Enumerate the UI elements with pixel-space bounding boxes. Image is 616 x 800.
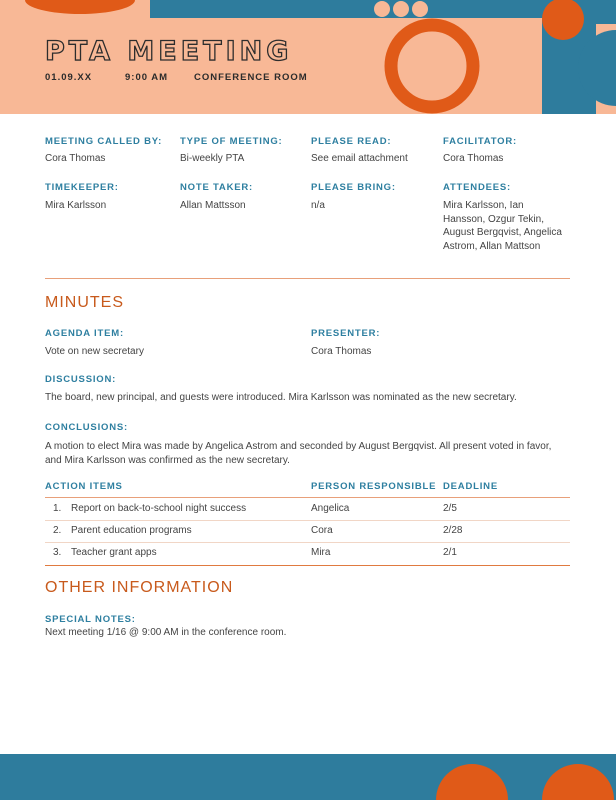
row-person: Angelica bbox=[311, 503, 350, 514]
table-row bbox=[45, 498, 570, 520]
timekeeper-value: Mira Karlsson bbox=[45, 200, 107, 211]
note-taker-label: NOTE TAKER: bbox=[180, 182, 254, 193]
row-person: Cora bbox=[311, 525, 333, 536]
meeting-called-by-label: MEETING CALLED BY: bbox=[45, 136, 163, 147]
header-top-left-circle bbox=[25, 0, 135, 14]
header-dot-2 bbox=[393, 1, 409, 17]
meeting-time: 9:00 AM bbox=[125, 72, 169, 83]
please-read-value: See email attachment bbox=[311, 153, 408, 164]
facilitator-value: Cora Thomas bbox=[443, 153, 504, 164]
row-item: Report on back-to-school night success bbox=[71, 503, 247, 514]
please-bring-value: n/a bbox=[311, 200, 325, 211]
presenter-label: PRESENTER: bbox=[311, 328, 381, 339]
conclusions-label: CONCLUSIONS: bbox=[45, 422, 128, 433]
row-deadline: 2/28 bbox=[443, 525, 463, 536]
table-row bbox=[45, 520, 570, 542]
presenter-value: Cora Thomas bbox=[311, 346, 372, 357]
note-taker-value: Allan Mattsson bbox=[180, 200, 246, 211]
header-banner bbox=[0, 0, 616, 114]
person-responsible-header: PERSON RESPONSIBLE bbox=[311, 481, 437, 492]
meeting-called-by-value: Cora Thomas bbox=[45, 153, 106, 164]
special-notes-label: SPECIAL NOTES: bbox=[45, 614, 136, 625]
type-of-meeting-label: TYPE OF MEETING: bbox=[180, 136, 283, 147]
type-of-meeting-value: Bi-weekly PTA bbox=[180, 153, 245, 164]
row-number: 1. bbox=[53, 503, 62, 514]
agenda-item-label: AGENDA ITEM: bbox=[45, 328, 124, 339]
special-notes-text: Next meeting 1/16 @ 9:00 AM in the conference room. bbox=[45, 627, 287, 638]
timekeeper-label: TIMEKEEPER: bbox=[45, 182, 119, 193]
row-number: 2. bbox=[53, 525, 62, 536]
minutes-heading: MINUTES bbox=[45, 294, 124, 311]
agenda-item-value: Vote on new secretary bbox=[45, 346, 144, 357]
row-number: 3. bbox=[53, 547, 62, 558]
footer-banner bbox=[0, 754, 616, 800]
table-bottom-rule bbox=[45, 565, 570, 566]
please-bring-label: PLEASE BRING: bbox=[311, 182, 396, 193]
row-person: Mira bbox=[311, 547, 331, 558]
discussion-label: DISCUSSION: bbox=[45, 374, 117, 385]
divider bbox=[45, 278, 570, 279]
please-read-label: PLEASE READ: bbox=[311, 136, 392, 147]
discussion-text: The board, new principal, and guests were introduced. Mira Karlsson was nominated as the new secretary. bbox=[45, 392, 517, 403]
deadline-header: DEADLINE bbox=[443, 481, 498, 492]
conclusions-text: A motion to elect Mira was made by Angelica Astrom and seconded by August Bergqvist. All present voted in favor, and Mira Karlsson was confirmed as the new secretary. bbox=[45, 441, 552, 466]
row-item: Parent education programs bbox=[71, 525, 192, 536]
header-dot-1 bbox=[374, 1, 390, 17]
page-title: PTA MEETING bbox=[45, 36, 293, 67]
footer-circle-left bbox=[436, 764, 508, 800]
row-item: Teacher grant apps bbox=[71, 547, 157, 558]
other-information-heading: OTHER INFORMATION bbox=[45, 579, 234, 596]
row-deadline: 2/1 bbox=[443, 547, 457, 558]
meeting-location: CONFERENCE ROOM bbox=[194, 72, 308, 83]
attendees-value: Mira Karlsson, Ian Hansson, Ozgur Tekin, August Bergqvist, Angelica Astrom, Allan Mattson bbox=[443, 200, 562, 252]
action-items-header: ACTION ITEMS bbox=[45, 481, 123, 492]
attendees-label: ATTENDEES: bbox=[443, 182, 511, 193]
meeting-date: 01.09.XX bbox=[45, 72, 93, 83]
table-row bbox=[45, 542, 570, 564]
footer-decoration bbox=[0, 754, 616, 800]
footer-circle-right bbox=[542, 764, 614, 800]
header-dot-3 bbox=[412, 1, 428, 17]
facilitator-label: FACILITATOR: bbox=[443, 136, 517, 147]
row-deadline: 2/5 bbox=[443, 503, 457, 514]
